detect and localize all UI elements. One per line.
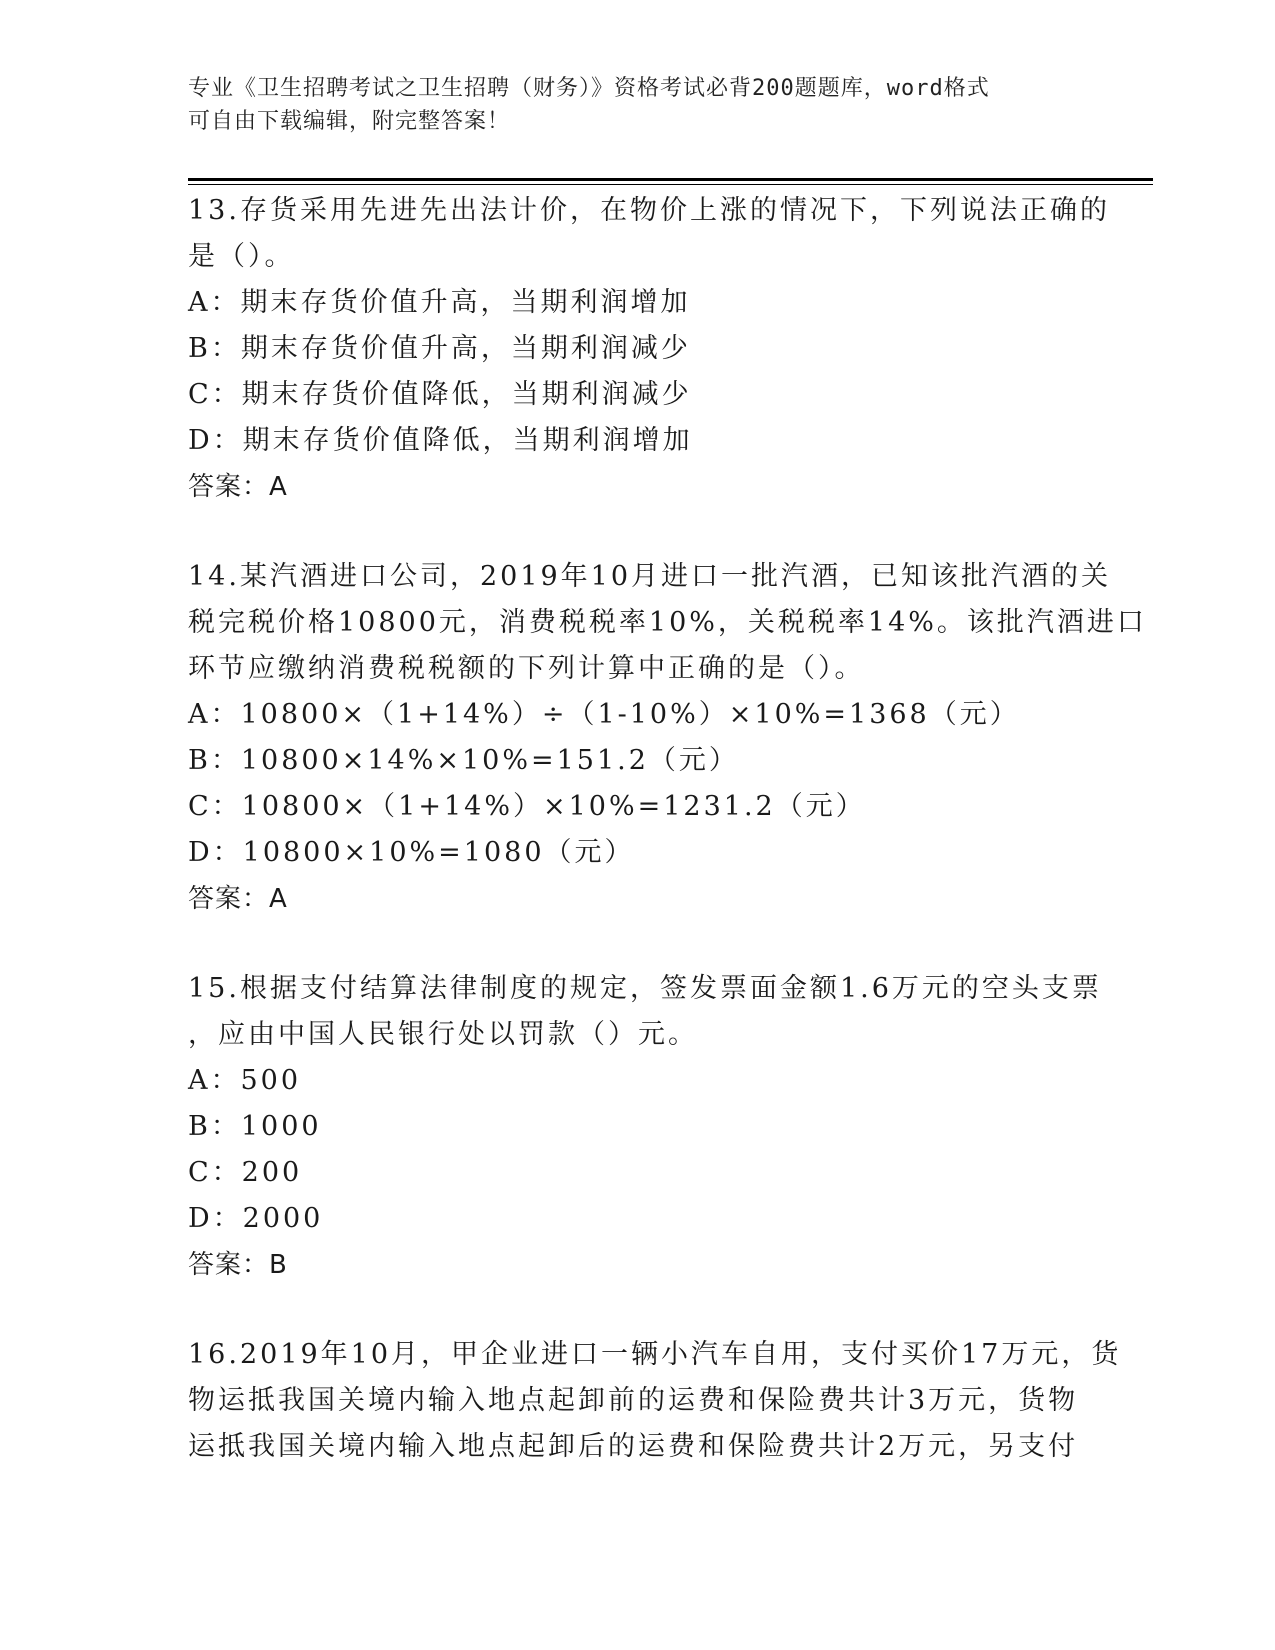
option-c: C：10800×（1+14%）×10%=1231.2（元） — [188, 791, 866, 822]
question-stem: 运抵我国关境内输入地点起卸后的运费和保险费共计2万元，另支付 — [188, 1431, 1079, 1462]
answer-line: 答案：B — [188, 1250, 288, 1280]
question-stem: ，应由中国人民银行处以罚款（）元。 — [188, 1019, 698, 1050]
question-stem: 物运抵我国关境内输入地点起卸前的运费和保险费共计3万元，货物 — [188, 1385, 1079, 1416]
option-d: D：2000 — [188, 1203, 324, 1234]
question-14 — [188, 554, 1147, 922]
option-a: A：500 — [188, 1065, 302, 1096]
question-15 — [188, 966, 1102, 1288]
question-list — [188, 188, 1147, 1514]
option-a: A：10800×（1+14%）÷（1-10%）×10%=1368（元） — [188, 699, 1020, 730]
header-divider-thick — [188, 178, 1153, 181]
question-stem: 环节应缴纳消费税税额的下列计算中正确的是（）。 — [188, 653, 865, 684]
question-13 — [188, 188, 1110, 510]
option-d: D：期末存货价值降低，当期利润增加 — [188, 425, 693, 456]
header-line-2: 可自由下载编辑，附完整答案！ — [188, 109, 511, 134]
answer-line: 答案：A — [188, 472, 288, 502]
option-b: B：1000 — [188, 1111, 322, 1142]
question-stem: 15.根据支付结算法律制度的规定，签发票面金额1.6万元的空头支票 — [188, 973, 1102, 1004]
option-d: D：10800×10%=1080（元） — [188, 837, 635, 868]
option-c: C：200 — [188, 1157, 303, 1188]
answer-line: 答案：A — [188, 884, 288, 914]
option-c: C：期末存货价值降低，当期利润减少 — [188, 379, 692, 410]
question-stem: 16.2019年10月，甲企业进口一辆小汽车自用，支付买价17万元，货 — [188, 1339, 1122, 1370]
document-header — [188, 72, 1088, 138]
option-b: B：期末存货价值升高，当期利润减少 — [188, 333, 691, 364]
question-stem: 14.某汽酒进口公司，2019年10月进口一批汽酒，已知该批汽酒的关 — [188, 561, 1112, 592]
option-b: B：10800×14%×10%=151.2（元） — [188, 745, 739, 776]
option-a: A：期末存货价值升高，当期利润增加 — [188, 287, 691, 318]
question-stem: 是（）。 — [188, 241, 295, 272]
header-line-1: 专业《卫生招聘考试之卫生招聘（财务）》资格考试必背200题题库，word格式 — [188, 76, 990, 101]
header-divider-thin — [188, 184, 1153, 185]
question-16 — [188, 1332, 1122, 1470]
question-stem: 13.存货采用先进先出法计价，在物价上涨的情况下，下列说法正确的 — [188, 195, 1110, 226]
question-stem: 税完税价格10800元，消费税税率10%，关税税率14%。该批汽酒进口 — [188, 607, 1147, 638]
